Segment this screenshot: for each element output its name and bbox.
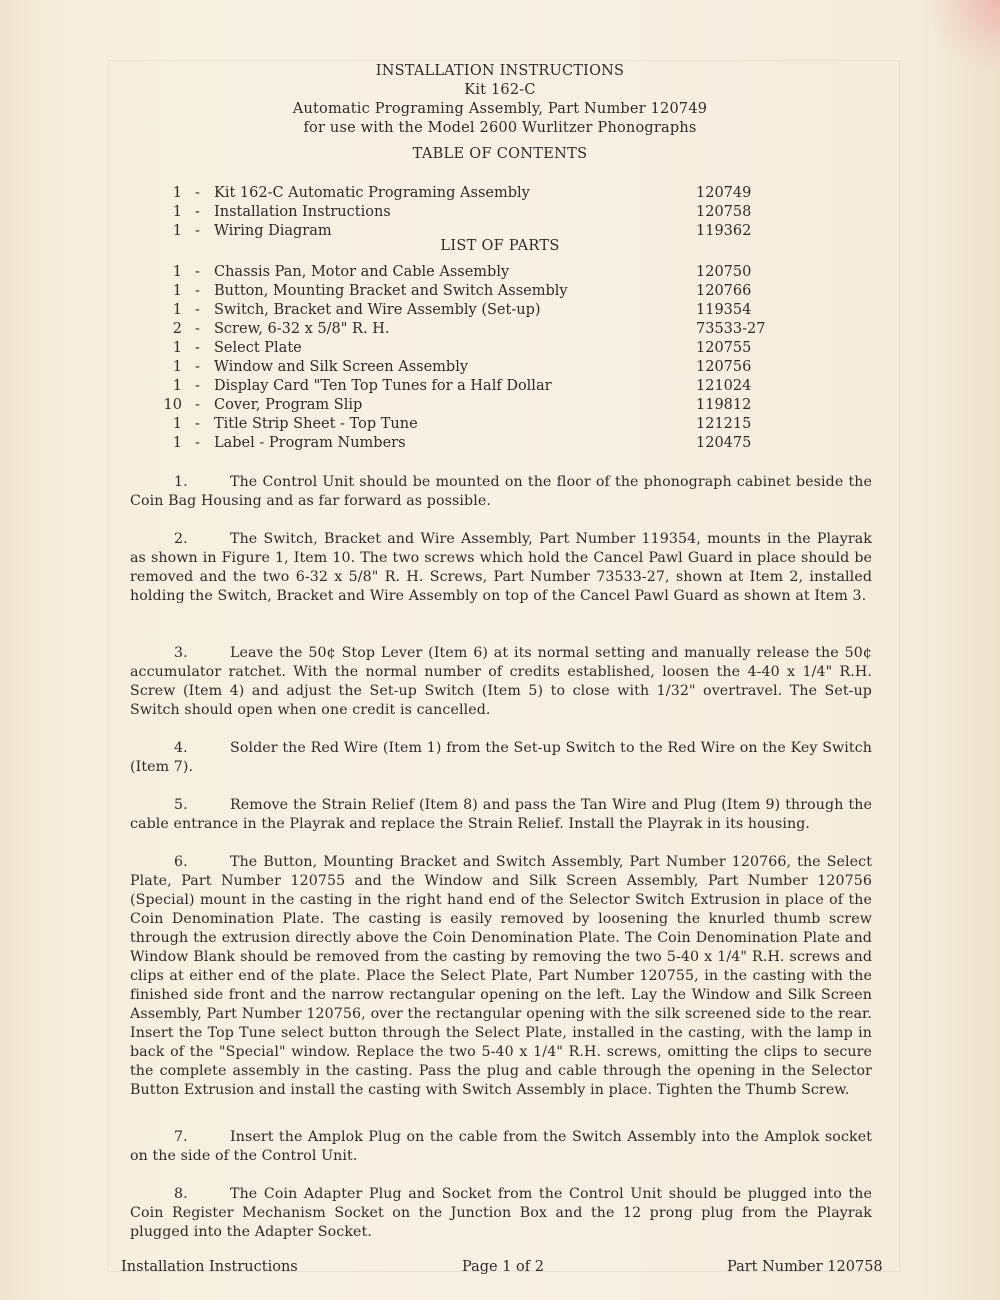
item-qty: 1: [172, 283, 182, 299]
item-desc: Button, Mounting Bracket and Switch Assembly: [214, 283, 568, 299]
item-qty: 1: [172, 204, 182, 220]
item-part: 120749: [696, 185, 752, 201]
step-number: 7.: [174, 1129, 188, 1145]
step-paragraph: [130, 796, 872, 834]
item-part: 120755: [696, 340, 752, 356]
list-item: [0, 359, 1000, 378]
step-number: 2.: [174, 531, 188, 547]
item-qty: 1: [172, 264, 182, 280]
item-part: 73533-27: [696, 321, 766, 337]
step-paragraph: [130, 644, 872, 720]
list-item: [0, 321, 1000, 340]
step-text: Leave the 50¢ Stop Lever (Item 6) at its normal setting and manually release the 50¢ accumulator ratchet. With the normal number of credits established, loosen the 4-40 x 1/4" R.H. Screw (Item 4) and adjust the Set-up Switch (Item 5) to close with 1/32" overtravel. The Set-up Switch should open when one credit is cancelled.: [130, 645, 872, 718]
step-text: Solder the Red Wire (Item 1) from the Set-up Switch to the Red Wire on the Key Switch (Item 7).: [130, 740, 872, 775]
step-number: 3.: [174, 645, 188, 661]
step-paragraph: [130, 853, 872, 1100]
item-qty: 1: [172, 340, 182, 356]
step-paragraph: [130, 1128, 872, 1166]
item-part: 121024: [696, 378, 752, 394]
list-item: [0, 416, 1000, 435]
step-text: The Switch, Bracket and Wire Assembly, Part Number 119354, mounts in the Playrak as shown in Figure 1, Item 10. The two screws which hold the Cancel Pawl Guard in place should be removed and the two 6-32 x 5/8" R. H. Screws, Part Number 73533-27, shown at Item 2, installed holding the Switch, Bracket and Wire Assembly on top of the Cancel Pawl Guard as shown at Item 3.: [130, 531, 872, 604]
item-dash: -: [195, 359, 200, 375]
item-desc: Screw, 6-32 x 5/8" R. H.: [214, 321, 390, 337]
step-number: 4.: [174, 740, 188, 756]
item-dash: -: [195, 378, 200, 394]
item-part: 121215: [696, 416, 752, 432]
item-qty: 1: [172, 223, 182, 239]
item-dash: -: [195, 340, 200, 356]
item-desc: Display Card "Ten Top Tunes for a Half Dollar: [214, 378, 552, 394]
list-item: [0, 185, 1000, 204]
list-item: [0, 264, 1000, 283]
item-desc: Label - Program Numbers: [214, 435, 406, 451]
item-desc: Chassis Pan, Motor and Cable Assembly: [214, 264, 510, 280]
step-paragraph: [130, 1185, 872, 1242]
item-dash: -: [195, 264, 200, 280]
step-paragraph: [130, 473, 872, 511]
item-dash: -: [195, 223, 200, 239]
item-desc: Installation Instructions: [214, 204, 391, 220]
item-qty: 1: [172, 185, 182, 201]
item-qty: 1: [172, 359, 182, 375]
item-desc: Switch, Bracket and Wire Assembly (Set-up): [214, 302, 541, 318]
parts-list: [0, 264, 1000, 454]
list-item: [0, 204, 1000, 223]
header-kit: Kit 162-C: [464, 82, 536, 98]
item-dash: -: [195, 397, 200, 413]
item-dash: -: [195, 321, 200, 337]
step-text: Insert the Amplok Plug on the cable from the Switch Assembly into the Amplok socket on the side of the Control Unit.: [130, 1129, 872, 1164]
item-desc: Title Strip Sheet - Top Tune: [214, 416, 418, 432]
item-dash: -: [195, 302, 200, 318]
item-part: 120750: [696, 264, 752, 280]
list-item: [0, 302, 1000, 321]
item-dash: -: [195, 185, 200, 201]
step-number: 1.: [174, 474, 188, 490]
step-text: The Coin Adapter Plug and Socket from the Control Unit should be plugged into the Coin Register Mechanism Socket on the Junction Box and the 12 prong plug from the Playrak plugged into the Adapter Socket.: [130, 1186, 872, 1240]
step-paragraph: [130, 739, 872, 777]
item-part: 120475: [696, 435, 752, 451]
parts-title: LIST OF PARTS: [440, 238, 560, 254]
item-part: 120756: [696, 359, 752, 375]
item-desc: Select Plate: [214, 340, 302, 356]
item-dash: -: [195, 416, 200, 432]
step-text: The Control Unit should be mounted on the floor of the phonograph cabinet beside the Coin Bag Housing and as far forward as possible.: [130, 474, 872, 509]
footer-left: Installation Instructions: [121, 1259, 298, 1275]
item-qty: 1: [172, 378, 182, 394]
item-part: 119362: [696, 223, 752, 239]
list-item: [0, 283, 1000, 302]
step-text: The Button, Mounting Bracket and Switch Assembly, Part Number 120766, the Select Plate, Part Number 120755 and the Window and Silk Screen Assembly, Part Number 120756 (Special) mount in the casting in the right hand end of the Selector Switch Extrusion in place of the Coin Denomination Plate. The casting is easily removed by loosening the knurled thumb screw through the extrusion directly above the Coin Denomination Plate. The Coin Denomination Plate and Window Blank should be removed from the casting by removing the two 5-40 x 1/4" R.H. screws and clips at either end of the plate. Place the Select Plate, Part Number 120755, in the casting with the finished side front and the narrow rectangular opening on the left. Lay the Window and Silk Screen Assembly, Part Number 120756, over the rectangular opening with the silk screened side to the rear. Insert the Top Tune select button through the Select Plate, installed in the casting, with the lamp in back of the "Special" window. Replace the two 5-40 x 1/4" R.H. screws, omitting the clips to secure the complete assembly in the casting. Pass the plug and cable through the opening in the Selector Button Extrusion and install the casting with Switch Assembly in place. Tighten the Thumb Screw.: [130, 854, 872, 1098]
list-item: [0, 435, 1000, 454]
item-dash: -: [195, 435, 200, 451]
contents-title: TABLE OF CONTENTS: [412, 146, 588, 162]
step-number: 6.: [174, 854, 188, 870]
item-qty: 2: [172, 321, 182, 337]
item-desc: Window and Silk Screen Assembly: [214, 359, 469, 375]
contents-list: [0, 185, 1000, 242]
item-desc: Kit 162-C Automatic Programing Assembly: [214, 185, 530, 201]
item-part: 120766: [696, 283, 752, 299]
step-number: 5.: [174, 797, 188, 813]
list-item: [0, 378, 1000, 397]
list-item: [0, 397, 1000, 416]
item-part: 119354: [696, 302, 752, 318]
footer-page-number: Page 1 of 2: [462, 1259, 544, 1275]
footer-part-number: Part Number 120758: [727, 1259, 883, 1275]
item-part: 120758: [696, 204, 752, 220]
step-paragraph: [130, 530, 872, 606]
item-qty: 1: [172, 302, 182, 318]
document-header: [0, 62, 1000, 138]
step-number: 8.: [174, 1186, 188, 1202]
item-dash: -: [195, 283, 200, 299]
item-desc: Wiring Diagram: [214, 223, 332, 239]
item-desc: Cover, Program Slip: [214, 397, 363, 413]
header-assembly: Automatic Programing Assembly, Part Number 120749: [292, 101, 708, 117]
step-text: Remove the Strain Relief (Item 8) and pass the Tan Wire and Plug (Item 9) through the cable entrance in the Playrak and replace the Strain Relief. Install the Playrak in its housing.: [130, 797, 872, 832]
item-qty: 10: [163, 397, 182, 413]
item-part: 119812: [696, 397, 752, 413]
header-title: INSTALLATION INSTRUCTIONS: [375, 63, 625, 79]
item-qty: 1: [172, 435, 182, 451]
item-dash: -: [195, 204, 200, 220]
list-item: [0, 340, 1000, 359]
corner-stain: [930, 0, 1000, 70]
item-qty: 1: [172, 416, 182, 432]
header-model: for use with the Model 2600 Wurlitzer Phonographs: [303, 120, 697, 136]
